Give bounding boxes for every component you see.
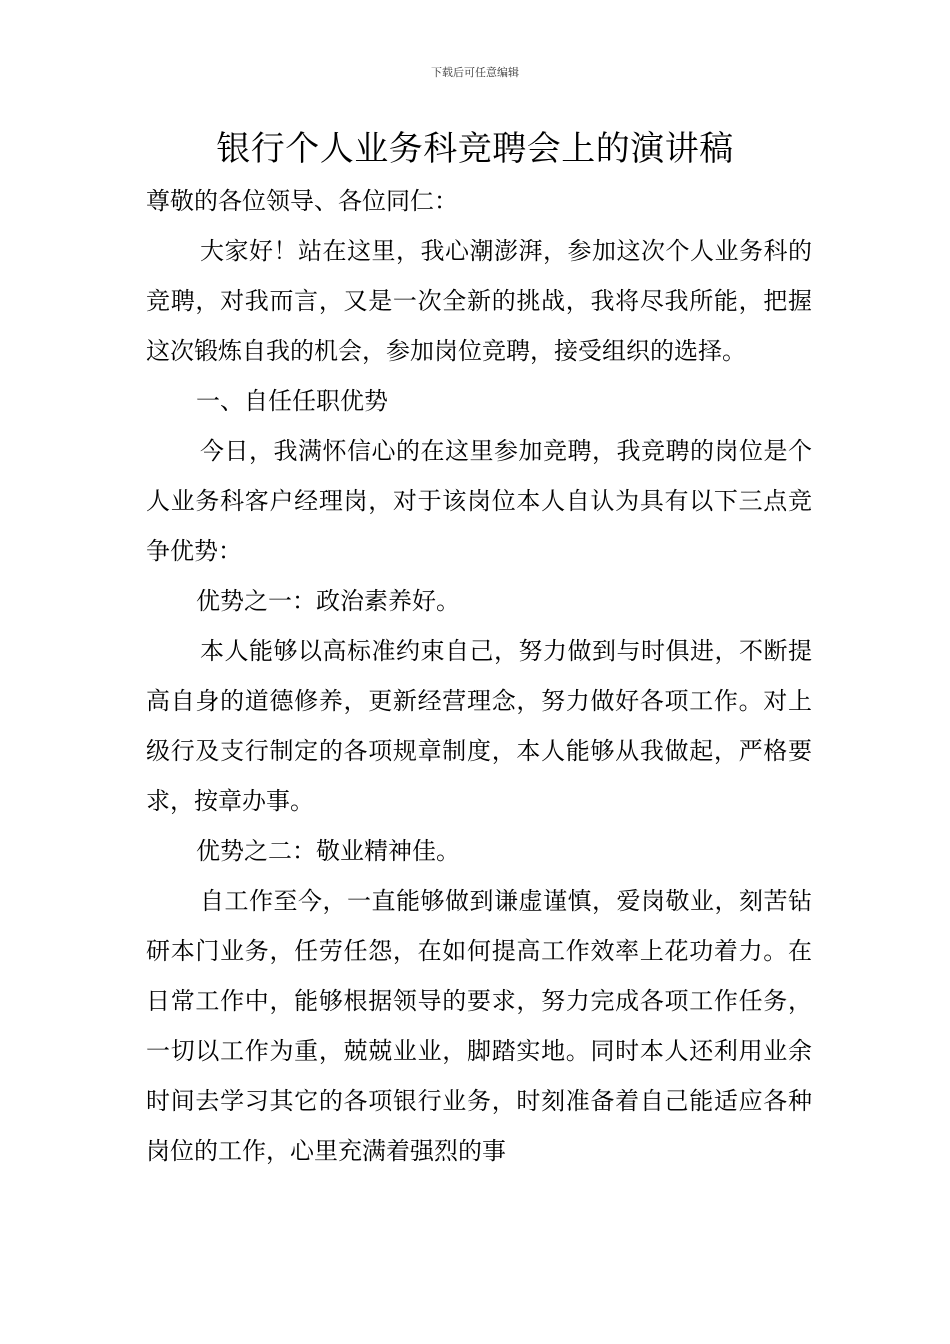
section-paragraph: 今日，我满怀信心的在这里参加竞聘，我竞聘的岗位是个人业务科客户经理岗，对于该岗位本人自认为具有以下三点竞争优势： <box>146 437 812 565</box>
document-body <box>146 176 812 1176</box>
advantage-heading-2: 优势之二：敬业精神佳。 <box>196 837 460 865</box>
header-note: 下载后可任意编辑 <box>431 66 519 79</box>
section-heading: 一、自任任职优势 <box>196 387 388 415</box>
document-title: 银行个人业务科竞聘会上的演讲稿 <box>216 129 734 169</box>
advantage-heading-1: 优势之一：政治素养好。 <box>196 587 460 615</box>
advantage-paragraph-2: 自工作至今，一直能够做到谦虚谨慎，爱岗敬业，刻苦钻研本门业务，任劳任怨，在如何提高工作效率上花功着力。在日常工作中，能够根据领导的要求，努力完成各项工作任务，一切以工作为重，兢兢业业，脚踏实地。同时本人还利用业余时间去学习其它的各项银行业务，时刻准备着自己能适应各种岗位的工作，心里充满着强烈的事 <box>146 887 812 1165</box>
salutation: 尊敬的各位领导、各位同仁： <box>146 187 458 215</box>
advantage-paragraph-1: 本人能够以高标准约束自己，努力做到与时俱进，不断提高自身的道德修养，更新经营理念，努力做好各项工作。对上级行及支行制定的各项规章制度，本人能够从我做起，严格要求，按章办事。 <box>146 637 812 815</box>
intro-paragraph: 大家好！站在这里，我心潮澎湃，参加这次个人业务科的竞聘，对我而言，又是一次全新的挑战，我将尽我所能，把握这次锻炼自我的机会，参加岗位竞聘，接受组织的选择。 <box>146 237 812 365</box>
